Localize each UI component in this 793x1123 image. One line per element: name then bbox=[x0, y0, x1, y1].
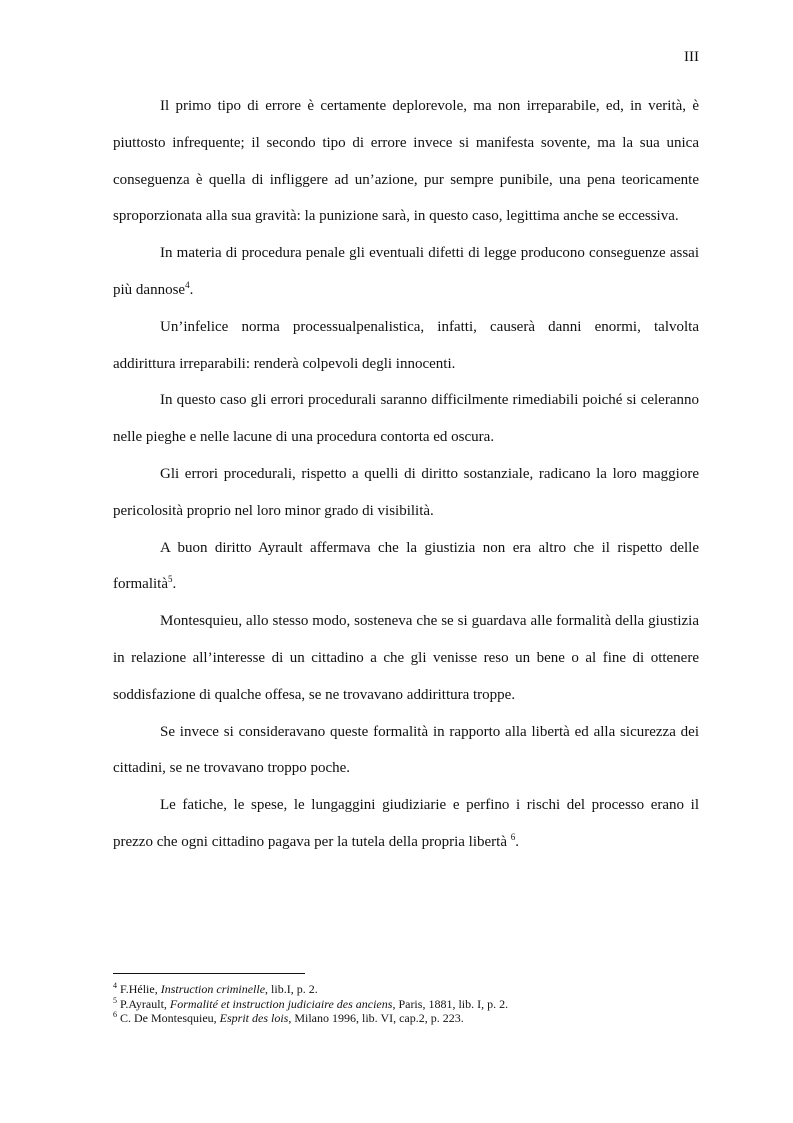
paragraph: Se invece si consideravano queste formalità in rapporto alla libertà ed alla sicurezza dei cittadini, se ne trovavano troppo poche. bbox=[113, 723, 699, 777]
footnote-separator bbox=[113, 973, 305, 974]
paragraph: Le fatiche, le spese, le lungaggini giudiziarie e perfino i rischi del processo erano il prezzo che ogni cittadino pagava per la tutela della propria libertà $^6$. bbox=[113, 797, 699, 850]
footnote-number: 4 bbox=[113, 981, 117, 990]
footnotes bbox=[113, 982, 699, 1026]
footnote: $^6$ C. De Montesquieu, Esprit des lois, Milano 1996, lib. VI, cap.2, p. 223. bbox=[113, 1010, 464, 1025]
paragraph: In questo caso gli errori procedurali saranno difficilmente rimediabili poiché si celeranno nelle pieghe e nelle lacune di una procedura contorta ed oscura. bbox=[113, 392, 699, 446]
paragraph: Montesquieu, allo stesso modo, sosteneva che se si guardava alle formalità della giustizia in relazione all’interesse di un cittadino a che gli venisse reso un bene o al fine di ottenere soddisfazione di qualche offesa, se ne trovavano addirittura troppe. bbox=[113, 613, 699, 703]
footnote-ref[interactable]: 4 bbox=[185, 279, 190, 290]
footnote-ref[interactable]: 6 bbox=[510, 831, 516, 842]
footnote-title: Esprit des lois bbox=[219, 1011, 289, 1025]
page-number: III bbox=[684, 49, 699, 65]
paragraph: In materia di procedura penale gli eventuali difetti di legge producono conseguenze assai più dannose$^4$. bbox=[113, 245, 699, 298]
body-text bbox=[113, 88, 699, 861]
paragraph: A buon diritto Ayrault affermava che la giustizia non era altro che il rispetto delle formalità$^5$. bbox=[113, 539, 699, 593]
paragraph: Un’infelice norma processualpenalistica, infatti, causerà danni enormi, talvolta addirittura irreparabili: renderà colpevoli degli innocenti. bbox=[113, 318, 699, 372]
footnote-number: 5 bbox=[113, 995, 117, 1005]
footnote-title: Formalité et instruction judiciaire des anciens bbox=[169, 996, 393, 1011]
footnote-ref[interactable]: 5 bbox=[167, 574, 173, 585]
footnote: $^5$ P.Ayrault, Formalité et instruction judiciaire des anciens, Paris, 1881, lib. I, p. 2. bbox=[113, 995, 509, 1011]
paragraph: Il primo tipo di errore è certamente deplorevole, ma non irreparabile, ed, in verità, è piuttosto infrequente; il secondo tipo di errore invece si manifesta sovente, ma la sua unica conseguenza è quella di infliggere ad un’azione, pur sempre punibile, una pena teoricamente sproporzionata alla sua gravità: la punizione sarà, in questo caso, legittima anche se eccessiva. bbox=[113, 98, 699, 225]
paragraph: Gli errori procedurali, rispetto a quelli di diritto sostanziale, radicano la loro maggiore pericolosità proprio nel loro minor grado di visibilità. bbox=[113, 465, 699, 519]
footnote-number: 6 bbox=[113, 1010, 117, 1019]
footnote-title: Instruction criminelle bbox=[160, 982, 266, 996]
footnote: $^4$ F.Hélie, Instruction criminelle, lib.I, p. 2. bbox=[113, 981, 318, 996]
